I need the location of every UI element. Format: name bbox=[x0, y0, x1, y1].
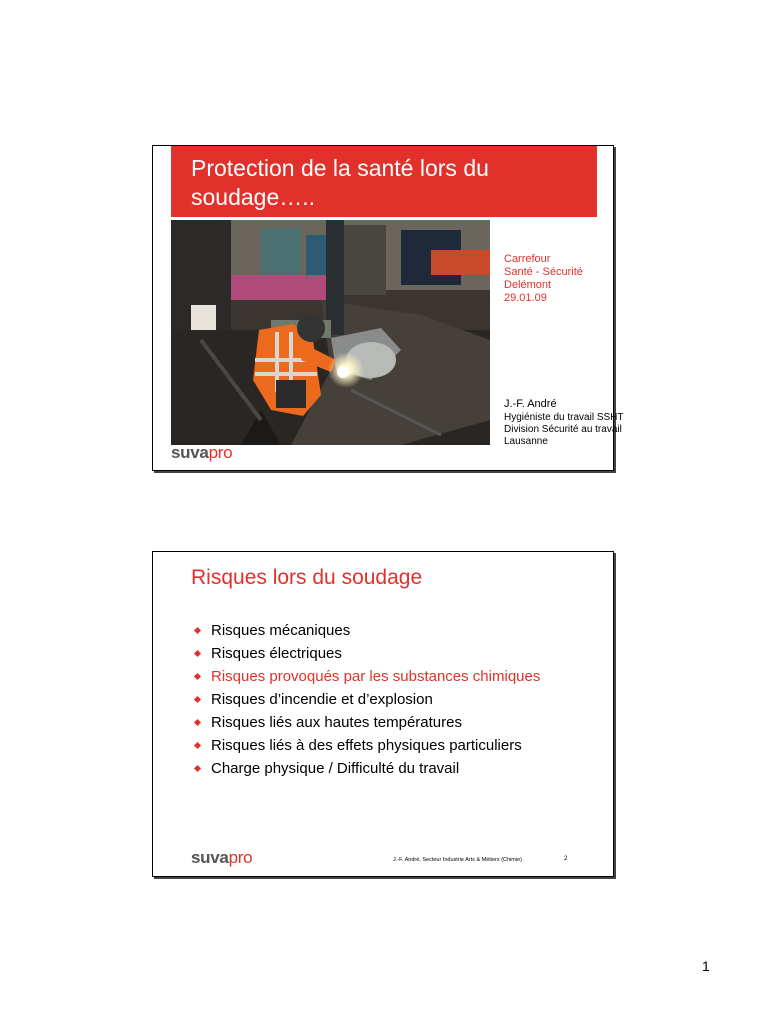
list-item-text: Risques mécaniques bbox=[211, 622, 351, 639]
list-item bbox=[193, 714, 593, 732]
event-info bbox=[504, 253, 583, 305]
bullet-diamond-icon bbox=[194, 719, 201, 726]
suvapro-logo bbox=[171, 443, 232, 463]
author-line: Lausanne bbox=[504, 436, 548, 447]
author-name: J.-F. André bbox=[504, 398, 557, 410]
author-line: Hygiéniste du travail SSHT bbox=[504, 412, 624, 423]
list-item bbox=[193, 737, 593, 755]
bullet-diamond-icon bbox=[194, 627, 201, 634]
logo-pro-text: pro bbox=[208, 443, 233, 462]
slide-2-title: Risques lors du soudage bbox=[191, 566, 423, 589]
logo-suva-text: suva bbox=[191, 848, 229, 867]
bullet-diamond-icon bbox=[194, 650, 201, 657]
bullet-diamond-icon bbox=[194, 765, 201, 772]
slide-number: 2 bbox=[564, 856, 568, 862]
risk-list bbox=[193, 622, 593, 783]
slide-1 bbox=[152, 145, 624, 471]
list-item-text: Risques liés à des effets physiques particuliers bbox=[211, 737, 522, 754]
slide-2 bbox=[152, 551, 614, 877]
logo-suva-text: suva bbox=[171, 443, 209, 462]
author-line: Division Sécurité au travail bbox=[504, 424, 622, 435]
bullet-diamond-icon bbox=[194, 742, 201, 749]
logo-pro-text: pro bbox=[228, 848, 253, 867]
author-info bbox=[504, 398, 624, 448]
slide-1-title-line-2: soudage….. bbox=[191, 184, 316, 210]
list-item-text: Charge physique / Difficulté du travail bbox=[211, 760, 460, 777]
list-item bbox=[193, 622, 593, 640]
slide-1-title-line-1: Protection de la santé lors du bbox=[191, 155, 489, 181]
event-line: Carrefour bbox=[504, 253, 551, 265]
event-line: Delémont bbox=[504, 279, 552, 291]
list-item-highlighted bbox=[193, 668, 593, 686]
list-item-text: Risques provoqués par les substances chimiques bbox=[211, 668, 541, 685]
suvapro-logo bbox=[191, 848, 252, 868]
list-item-text: Risques électriques bbox=[211, 645, 342, 662]
welding-worker-photo bbox=[171, 220, 490, 445]
list-item-text: Risques liés aux hautes températures bbox=[211, 714, 462, 731]
list-item bbox=[193, 760, 593, 778]
slide-footer: J.-F. André, Secteur Industrie Arts & Métiers (Chimie) bbox=[393, 857, 522, 863]
event-line: Santé - Sécurité bbox=[504, 266, 583, 278]
bullet-diamond-icon bbox=[194, 673, 201, 680]
list-item bbox=[193, 691, 593, 709]
list-item bbox=[193, 645, 593, 663]
slide-1-title-banner bbox=[171, 146, 597, 217]
bullet-diamond-icon bbox=[194, 696, 201, 703]
list-item-text: Risques d’incendie et d’explosion bbox=[211, 691, 433, 708]
event-date: 29.01.09 bbox=[504, 292, 547, 304]
page-number: 1 bbox=[702, 958, 710, 974]
